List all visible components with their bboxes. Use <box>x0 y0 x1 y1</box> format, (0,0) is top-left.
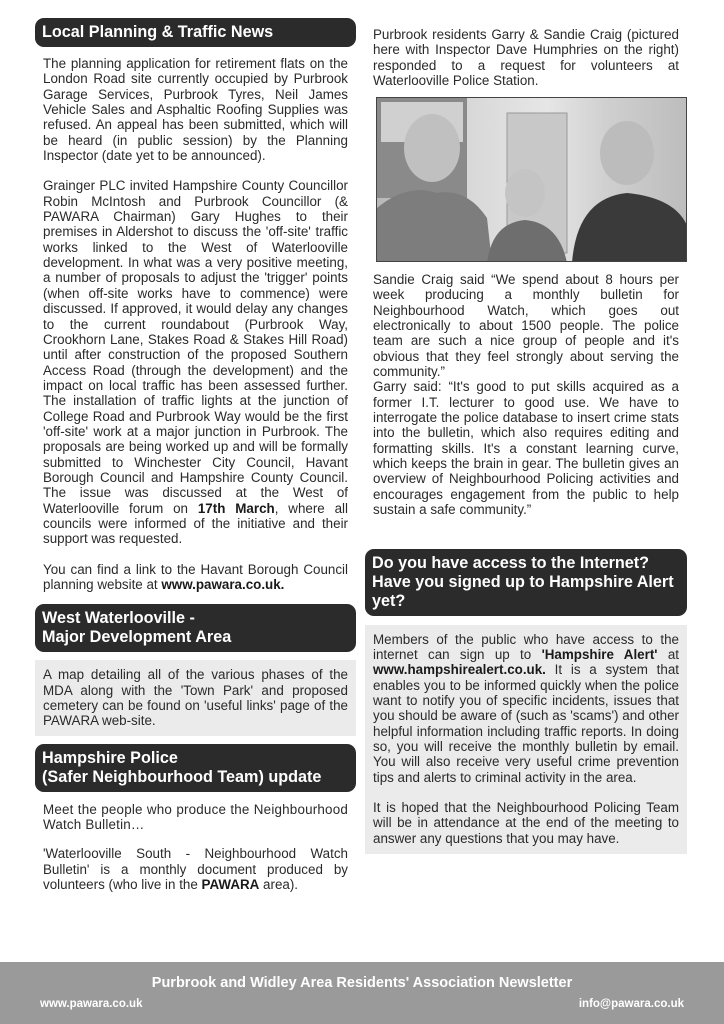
right-column-lower <box>365 272 687 854</box>
right-column <box>365 0 687 88</box>
garry-quote: Garry said: “It's good to put skills acquired as a former I.T. lecturer to good use. We have to interrogate the police database to insert crime stats into the bulletin, which also requires editing and formatting skills. It's a constant learning curve, which keeps the brain in gear. The bulletin gives an overview of Neighbourhood Policing activities and encourages engagement from the public to help sustain a safe community.” <box>373 379 679 518</box>
havant-link-paragraph: You can find a link to the Havant Borough Council planning website at www.pawara.co.uk. <box>43 561 348 592</box>
hampshire-police-heading: Hampshire Police (Safer Neighbourhood Team) update <box>35 744 356 792</box>
left-column <box>35 0 356 892</box>
volunteers-photo <box>376 97 687 262</box>
mda-map-paragraph: A map detailing all of the various phases of the MDA along with the 'Town Park' and proposed cemetery can be found on 'useful links' page of the PAWARA web-site. <box>35 660 356 735</box>
policing-team-paragraph: It is hoped that the Neighbourhood Policing Team will be in attendance at the end of the meeting to answer any questions that you may have. <box>373 799 679 846</box>
sandie-quote: Sandie Craig said “We spend about 8 hours per week producing a monthly bulletin for Neighbourhood Watch, which goes out electronically to about 1500 people. The police team are such a nice group of people and it's obvious that they feel strongly about serving the community.” <box>373 272 679 380</box>
footer-title: Purbrook and Widley Area Residents' Association Newsletter <box>151 975 573 991</box>
footer-website-link[interactable]: www.pawara.co.uk <box>40 998 143 1010</box>
grainger-paragraph: Grainger PLC invited Hampshire County Councillor Robin McIntosh and Purbrook Councillor (& PAWARA Chairman) Gary Hughes to their premises in Aldershot to discuss the 'off-site' traffic works linked to the West of Waterlooville development. In what was a very positive meeting, a number of proposals to adjust the 'trigger' points (when off-site works have to commence) were discussed. If approved, it would delay any changes to the current roundabout (Purbrook Way, Crookhorn Lane, Stakes Road & Stakes Hill Road) until after construction of the proposed Southern Access Road (through the development) and the impact on local traffic has been assessed further. The installation of traffic lights at the junction of College Road and Purbrook Way would be the first 'off-site' work at a major junction in Purbrook. The proposals are being worked up and will be formally submitted to Winchester City Council, Havant Borough Council and Hampshire County Council. The issue was discussed at the West of Waterlooville forum on 17th March, where all councils were informed of the initiative and their support was requested. <box>43 178 349 547</box>
people-photo-illustration <box>377 98 687 262</box>
newsletter-footer <box>0 962 724 1024</box>
planning-application-paragraph: The planning application for retirement flats on the London Road site currently occupied by Purbrook Garage Services, Purbrook Tyres, Neil James Vehicle Sales and Asphaltic Roofing Supplies was refused. An appeal has been submitted, which will be heard (in public session) by the Planning Inspector (date yet to be announced). <box>43 56 348 164</box>
hampshire-alert-box <box>365 625 687 854</box>
bulletin-paragraph: 'Waterlooville South - Neighbourhood Watch Bulletin' is a monthly document produced by volunteers (who live in the PAWARA area). <box>43 846 348 893</box>
meet-the-people-paragraph: Meet the people who produce the Neighbourhood Watch Bulletin… <box>43 801 348 833</box>
hampshire-alert-link[interactable]: www.hampshirealert.co.uk. <box>373 662 546 678</box>
pawara-link[interactable]: www.pawara.co.uk. <box>161 577 285 592</box>
hampshire-alert-paragraph: Members of the public who have access to the internet can sign up to 'Hampshire Alert' at www.hampshirealert.co.uk. It is a system that enables you to be informed quickly when the police want to notify you of specific incidents, issues that you should be aware of (such as 'scams') and other helpful information including traffic reports. In doing so, you will receive the monthly bulletin by email. You will also receive very useful crime prevention tips and alerts to criminal activity in the area. <box>373 631 680 785</box>
craig-intro-paragraph: Purbrook residents Garry & Sandie Craig (pictured here with Inspector Dave Humphries on the right) responded to a request for volunteers at Waterlooville Police Station. <box>373 27 679 89</box>
local-planning-heading: Local Planning & Traffic News <box>35 18 356 47</box>
hampshire-alert-heading: Do you have access to the Internet? Have you signed up to Hampshire Alert yet? <box>365 549 687 616</box>
footer-email-link[interactable]: info@pawara.co.uk <box>578 998 684 1010</box>
west-waterlooville-heading: West Waterlooville - Major Development Area <box>35 604 356 652</box>
